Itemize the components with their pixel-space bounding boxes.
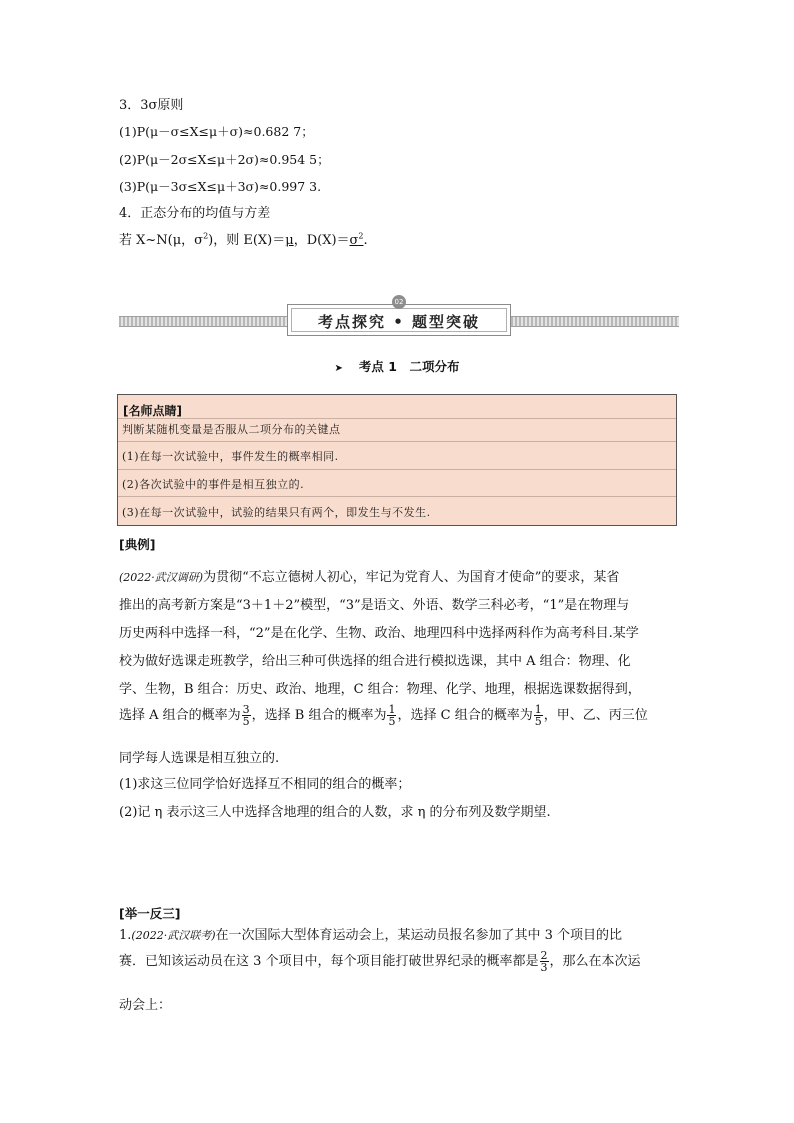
tip-heading: [名师点睛] xyxy=(123,404,182,418)
fraction-a: $\frac{3}{5}$ xyxy=(242,703,250,728)
example-heading: [典例] xyxy=(119,537,156,552)
banner-number-badge: 02 xyxy=(392,295,406,309)
practice-line: 动会上： xyxy=(119,998,172,1013)
example-line: 推出的高考新方案是“3＋1＋2”模型，“3”是语文、外语、数学三科必考，“1”是在物理与 xyxy=(119,598,630,613)
question-1: (1)求这三位同学恰好选择互不相同的组合的概率； xyxy=(119,777,411,792)
question-2: (2)记 η 表示这三人中选择含地理的组合的人数，求 η 的分布列及数学期望. xyxy=(119,805,551,820)
section4-heading: 4．正态分布的均值与方差 xyxy=(119,206,271,221)
banner-stripe-right xyxy=(511,316,679,327)
practice-line: 1.(2022·武汉联考)在一次国际大型体育运动会上，某运动员报名参加了其中 3 个项目的比 xyxy=(119,928,623,943)
tip-line: (3)在每一次试验中，试验的结果只有两个，即发生与不发生. xyxy=(122,506,431,519)
variance-underlined: $\sigma^2$ xyxy=(349,231,364,248)
teacher-tip-box xyxy=(117,394,677,526)
section3-heading: 3．3σ原则 xyxy=(119,98,184,113)
example-line: 历史两科中选择一科，“2”是在化学、生物、政治、地理四科中选择两科作为高考科目.某学 xyxy=(119,626,639,641)
banner-stripe-left xyxy=(119,316,287,327)
tip-line: (2)各次试验中的事件是相互独立的. xyxy=(122,478,305,491)
normal-mean-variance: 若 X~N(μ，$\sigma^2$)，则 E(X)＝μ，$D(X)=\sigma^2$. xyxy=(119,231,368,248)
practice-heading: [举一反三] xyxy=(119,906,181,921)
section-banner xyxy=(119,300,679,340)
example-line: 同学每人选课是相互独立的. xyxy=(119,751,280,766)
rule-line-3: (3)P(μ－3σ≤X≤μ＋3σ)≈0.997 3. xyxy=(119,179,322,194)
practice-line: 赛．已知该运动员在这 3 个项目中，每个项目能打破世界纪录的概率都是 $\frac{2}{3}$ ，那么在本次运 xyxy=(119,949,641,974)
fraction-c: $\frac{1}{5}$ xyxy=(534,703,542,728)
tip-line: 判断某随机变量是否服从二项分布的关键点 xyxy=(122,423,341,436)
banner-title: 考点探究 • 题型突破 xyxy=(317,313,481,331)
example-line: 校为做好选课走班教学，给出三种可供选择的组合进行模拟选课，其中 A 组合：物理、化 xyxy=(119,654,631,669)
topic-heading: ➤ 考点 1 二项分布 xyxy=(334,359,460,374)
arrow-icon: ➤ xyxy=(334,363,343,374)
fraction-two-thirds: $\frac{2}{3}$ xyxy=(540,949,548,974)
rule-line-2: (2)P(μ－2σ≤X≤μ＋2σ)≈0.954 5； xyxy=(119,152,330,167)
tip-line: (1)在每一次试验中，事件发生的概率相同. xyxy=(122,450,339,463)
example-line: (2022·武汉调研)为贯彻“不忘立德树人初心，牢记为党育人、为国育才使命”的要求，某省 xyxy=(119,570,620,585)
example-probability-line: 选择 A 组合的概率为 $\frac{3}{5}$ ，选择 B 组合的概率为 $\frac{1}{5}$ ，选择 C 组合的概率为 $\frac{1}{5}$ ，甲、乙、丙三位 xyxy=(119,703,648,728)
fraction-b: $\frac{1}{5}$ xyxy=(388,703,396,728)
example-line: 学、生物，B 组合：历史、政治、地理，C 组合：物理、化学、地理，根据选课数据得到， xyxy=(119,682,641,697)
rule-line-1: (1)P(μ－σ≤X≤μ＋σ)≈0.682 7； xyxy=(119,124,314,139)
